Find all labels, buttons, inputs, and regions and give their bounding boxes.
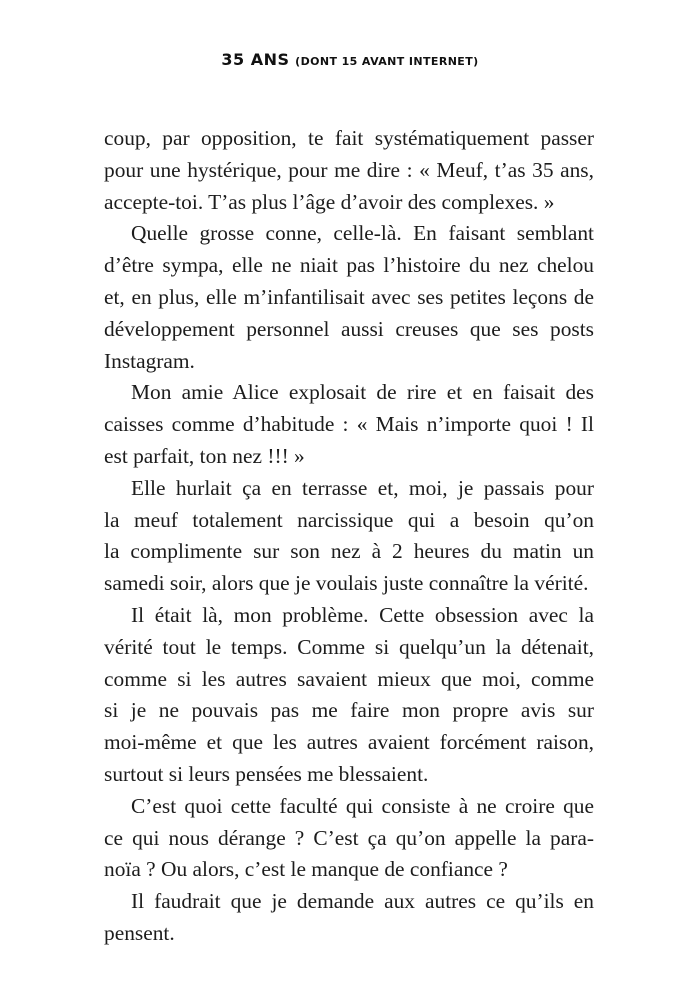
paragraph	[104, 886, 594, 950]
text-line: coup, par opposition, te fait systématiquement passer	[104, 126, 594, 150]
text-line: noïa ? Ou alors, c’est le manque de confiance ?	[104, 857, 508, 882]
text-line: développement personnel aussi creuses que ses posts	[104, 316, 594, 341]
text-line: comme si les autres savaient mieux que moi, comme	[104, 666, 594, 691]
text-line: samedi soir, alors que je voulais juste connaître la vérité.	[104, 571, 589, 596]
text-line: Quelle grosse conne, celle-là. En faisant semblant	[131, 221, 594, 246]
body-text	[104, 123, 594, 950]
paragraph	[104, 600, 594, 791]
text-line: pour une hystérique, pour me dire : « Meuf, t’as 35 ans,	[104, 157, 594, 182]
running-header	[0, 50, 700, 69]
paragraph	[104, 218, 594, 377]
text-line: surtout si leurs pensées me blessaient.	[104, 761, 429, 786]
text-line: Elle hurlait ça en terrasse et, moi, je passais pour	[131, 475, 594, 500]
text-line: Il faudrait que je demande aux autres ce qu’ils en	[131, 889, 594, 914]
text-line: vérité tout le temps. Comme si quelqu’un la détenait,	[104, 634, 594, 659]
text-line: et, en plus, elle m’infantilisait avec ses petites leçons de	[104, 284, 594, 309]
text-line: moi-même et que les autres avaient forcément raison,	[104, 730, 594, 755]
text-line: Il était là, mon problème. Cette obsession avec la	[131, 602, 594, 627]
text-line: caisses comme d’habitude : « Mais n’importe quoi ! Il	[104, 412, 594, 437]
paragraph	[104, 473, 594, 600]
paragraph	[104, 377, 594, 472]
text-line: est parfait, ton nez !!! »	[104, 443, 305, 468]
paragraph	[104, 791, 594, 886]
header-title-main: 35 ANS	[221, 50, 290, 69]
text-line: Mon amie Alice explosait de rire et en faisait des	[131, 380, 594, 405]
paragraph	[104, 123, 594, 218]
text-line: accepte-toi. T’as plus l’âge d’avoir des complexes. »	[104, 189, 555, 214]
text-line: pensent.	[104, 920, 175, 945]
text-line: C’est quoi cette faculté qui consiste à ne croire que	[131, 793, 594, 818]
text-line: d’être sympa, elle ne niait pas l’histoire du nez chelou	[104, 253, 594, 278]
header-title-sub: (DONT 15 AVANT INTERNET)	[295, 55, 479, 68]
text-line: ce qui nous dérange ? C’est ça qu’on appelle la para-	[104, 825, 594, 850]
text-line: la meuf totalement narcissique qui a besoin qu’on	[104, 507, 594, 532]
text-line: si je ne pouvais pas me faire mon propre avis sur	[104, 698, 594, 723]
text-line: Instagram.	[104, 348, 195, 373]
text-line: la complimente sur son nez à 2 heures du matin un	[104, 539, 594, 564]
